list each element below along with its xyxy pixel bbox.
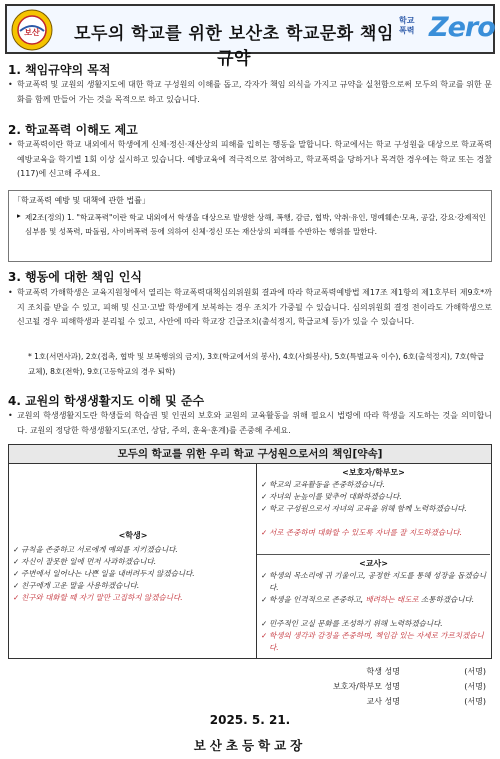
- student-pledge-pane: [9, 464, 257, 658]
- check-icon: ✓: [261, 528, 268, 537]
- law-title: 「학교폭력 예방 및 대책에 관한 법률」: [13, 196, 150, 205]
- student-pledge-item: ✓ 친구와 대화할 때 자기 말만 고집하지 않겠습니다.: [13, 593, 183, 602]
- teacher-pledge-item: ✓ 학생의 목소리에 귀 기울이고, 공정한 지도를 통해 성장을 돕겠습니다.: [261, 571, 487, 592]
- signature-mark: (서명): [464, 682, 486, 691]
- section2-body: • 학교폭력이란 학교 내외에서 학생에게 신체·정신·재산상의 피해를 입히는 행동을 말합니다. 학교에서는 학교 구성원을 대상으로 학교폭력 예방교육을 학기별 1회 이상 실시하고 있습니다. 예방교육에 적극적으로 참여하고, 학교폭력을 당하거나 목격한 경우에는 학교 또는 경찰(117)에 신고해 주세요.: [8, 140, 492, 178]
- bullet-icon: •: [8, 80, 13, 89]
- section1-body: • 학교폭력 및 교원의 생활지도에 대한 학교 구성원의 이해를 돕고, 각자가 책임 의식을 가지고 규약을 실천함으로써 모두의 학교를 위한 문화를 함께 만들어 가는 것을 목적으로 하고 있습니다.: [8, 80, 492, 104]
- teacher-pledge-item: ✓ 학생의 생각과 감정을 존중하며, 책임감 있는 자세로 가르치겠습니다.: [261, 631, 484, 652]
- school-emblem-icon: [11, 9, 53, 51]
- law-excerpt-box: [8, 190, 492, 262]
- check-icon: ✓: [261, 595, 268, 604]
- section3-title: 3. 행동에 대한 책임 인식: [8, 270, 142, 284]
- check-icon: ✓: [13, 545, 20, 554]
- school-violence-zero-logo: [399, 12, 495, 48]
- arrow-icon: ▸: [17, 211, 21, 220]
- emblem-text: 보산: [24, 28, 40, 37]
- student-pledge-item: ✓ 주변에서 일어나는 나쁜 일을 내버려두지 않겠습니다.: [13, 569, 195, 578]
- teacher-pledge-item: ✓ 민주적인 교실 문화를 조성하기 위해 노력하겠습니다.: [261, 619, 443, 628]
- signature-label: 교사 성명: [366, 697, 400, 706]
- section1-title: 1. 책임규약의 목적: [8, 63, 111, 77]
- parent-pane-title: <보호자/학부모>: [342, 468, 405, 477]
- parent-pledge-item: ✓ 학교의 교육활동을 존중하겠습니다.: [261, 480, 385, 489]
- pledge-title: 모두의 학교를 위한 우리 학교 구성원으로서의 책임[약속]: [9, 445, 491, 464]
- highlighted-phrase: 배려하는 태도로: [365, 595, 419, 604]
- bullet-icon: •: [8, 140, 13, 149]
- check-icon: ✓: [13, 557, 20, 566]
- pledge-box: [8, 444, 492, 659]
- teacher-pledge-item: ✓ 학생을 인격적으로 존중하고, 배려하는 태도로 소통하겠습니다.: [261, 595, 475, 604]
- bullet-icon: •: [8, 288, 13, 297]
- signature-label: 학생 성명: [366, 667, 400, 676]
- logo-zero-text: Zero: [429, 12, 495, 43]
- section4-title: 4. 교원의 학생생활지도 이해 및 준수: [8, 394, 205, 408]
- check-icon: ✓: [261, 504, 268, 513]
- school-principal-name: 보산초등학교장: [193, 738, 307, 753]
- student-pledge-item: ✓ 자신이 잘못한 일에 먼저 사과하겠습니다.: [13, 557, 157, 566]
- signature-label: 보호자/학부모 성명: [332, 682, 400, 691]
- signature-mark: (서명): [464, 697, 486, 706]
- header-banner: [5, 4, 495, 69]
- check-icon: ✓: [261, 571, 268, 580]
- teacher-pane-title: <교사>: [359, 559, 388, 568]
- section3-body: • 학교폭력 가해학생은 교육지원청에서 열리는 학교폭력대책심의위원회 결과에 따라 학교폭력예방법 제17조 제1항의 제1호부터 제9호*까지 조치를 받을 수 있고, 피해 및 신고·고발 학생에게 보복하는 경우 조치가 가중될 수 있습니다. 심의위원회 결정 전이라도 가해학생으로 신고될 경우 피해학생과 분리될 수 있고, 사안에 따라 학교장 긴급조치(출석정지, 학급교체 등)가 있을 수 있습니다.: [8, 288, 492, 326]
- logo-small-line1: 학교: [399, 16, 415, 25]
- measures-note: * 1호(서면사과), 2호(접촉, 협박 및 보복행위의 금지), 3호(학교에서의 봉사), 4호(사회봉사), 5호(특별교육 이수), 6호(출석정지), 7호(학급교체), 8호(전학), 9호(고등학교의 경우 퇴학): [28, 352, 485, 376]
- section2-title: 2. 학교폭력 이해도 제고: [8, 123, 138, 137]
- check-icon: ✓: [13, 581, 20, 590]
- student-pledge-item: ✓ 친구에게 고운 말을 사용하겠습니다.: [13, 581, 140, 590]
- check-icon: ✓: [261, 480, 268, 489]
- parent-pledge-item: ✓ 자녀의 눈높이를 맞추어 대화하겠습니다.: [261, 492, 402, 501]
- law-text: 제2조(정의) 1. "학교폭력"이란 학교 내외에서 학생을 대상으로 발생한 상해, 폭행, 감금, 협박, 약취·유인, 명예훼손·모욕, 공갈, 강요·강제적인 심부름 및 성폭력, 따돌림, 사이버폭력 등에 의하여 신체·정신 또는 재산상의 피해를 수반하는 행위를 말한다.: [25, 213, 487, 236]
- student-pane-title: <학생>: [118, 531, 148, 540]
- pane-divider: [257, 554, 490, 555]
- parent-teacher-pledge-pane: [257, 464, 490, 658]
- student-pledge-item: ✓ 규칙을 존중하고 서로에게 예의를 지키겠습니다.: [13, 545, 178, 554]
- parent-pledge-item: ✓ 서로 존중하며 대화할 수 있도록 자녀를 잘 지도하겠습니다.: [261, 528, 462, 537]
- check-icon: ✓: [13, 569, 20, 578]
- signature-mark: (서명): [464, 667, 486, 676]
- check-icon: ✓: [261, 492, 268, 501]
- check-icon: ✓: [261, 619, 268, 628]
- check-icon: ✓: [261, 631, 268, 640]
- document-date: 2025. 5. 21.: [209, 713, 291, 727]
- page-title: 모두의 학교를 위한 보산초 학교문화 책임규약: [74, 24, 394, 69]
- logo-small-line2: 폭력: [399, 26, 415, 35]
- bullet-icon: •: [8, 411, 13, 420]
- check-icon: ✓: [13, 593, 20, 602]
- section4-body: • 교원의 학생생활지도란 학생들의 학습권 및 인권의 보호와 교원의 교육활동을 위해 필요시 법령에 따라 학생을 지도하는 것을 의미합니다. 교원의 정당한 학생생활지도(조언, 상담, 주의, 훈육·훈계)를 존중해 주세요.: [8, 411, 492, 435]
- parent-pledge-item: ✓ 학교 구성원으로서 자녀의 교육을 위해 함께 노력하겠습니다.: [261, 504, 467, 513]
